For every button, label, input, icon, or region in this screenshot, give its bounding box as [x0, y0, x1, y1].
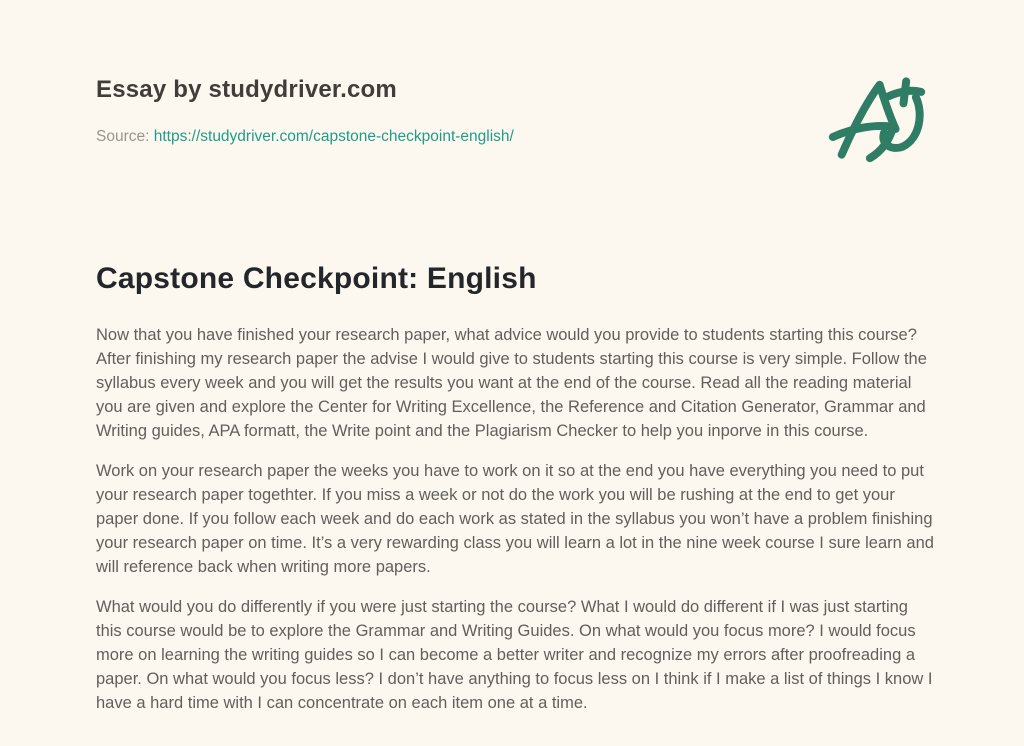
- paragraph: What would you do differently if you were just starting the course? What I would do different if I was just starting this course would be to explore the Grammar and Writing Guides. On what would you focus more? I would focus more on learning the writing guides so I can become a better writer and recognize my errors after proofreading a paper. On what would you focus less? I don’t have anything to focus less on I think if I make a list of things I know I have a hard time with I can concentrate on each item one at a time.: [96, 598, 933, 712]
- article-title: Capstone Checkpoint: English: [96, 262, 537, 295]
- paragraph: Work on your research paper the weeks you have to work on it so at the end you have everything you need to put your research paper togethter. If you miss a week or not do the work you will be rushing at the end to get your paper done. If you follow each week and do each work as stated in the syllabus you won’t have a problem finishing your research paper on time. It’s a very rewarding class you will learn a lot in the nine week course I sure learn and will reference back when writing more papers.: [96, 462, 934, 576]
- source-line: [96, 128, 936, 146]
- paragraph: Now that you have finished your research paper, what advice would you provide to students starting this course? After finishing my research paper the advise I would give to students starting this course is very simple. Follow the syllabus every week and you will get the results you want at the end of the course. Read all the reading material you are given and explore the Center for Writing Excellence, the Reference and Citation Generator, Grammar and Writing guides, APA formatt, the Write point and the Plagiarism Checker to help you inporve in this course.: [96, 326, 927, 440]
- article-body: [96, 323, 936, 715]
- site-title: Essay by studydriver.com: [96, 76, 397, 103]
- source-url-link[interactable]: https://studydriver.com/capstone-checkpoint-english/: [153, 128, 514, 145]
- source-label: Source:: [96, 128, 150, 145]
